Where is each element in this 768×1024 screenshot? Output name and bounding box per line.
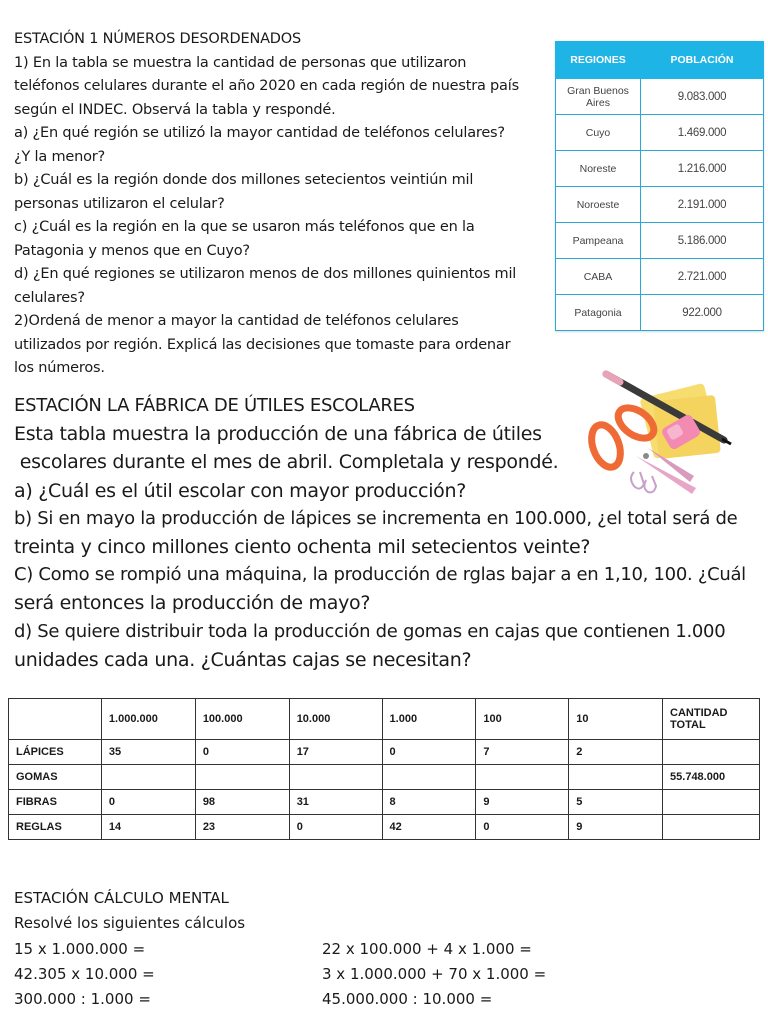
- table-cell: LÁPICES: [9, 740, 102, 765]
- region-name: CABA: [556, 259, 641, 295]
- section1-title: ESTACIÓN 1 NÚMEROS DESORDENADOS: [14, 31, 301, 47]
- school-supplies-illustration: [576, 368, 768, 508]
- header-cell: [9, 699, 102, 740]
- calc-row: [14, 937, 754, 962]
- section-numeros-desordenados: [14, 28, 544, 381]
- section3-title: ESTACIÓN CÁLCULO MENTAL: [14, 889, 229, 907]
- section1-line: teléfonos celulares durante el año 2020 en cada región de nuestra país: [14, 78, 519, 94]
- region-value: 922.000: [641, 295, 764, 331]
- header-cell: 1.000.000: [101, 699, 195, 740]
- header-cell: 10: [569, 699, 663, 740]
- table-row: [9, 765, 760, 790]
- table-cell: [476, 765, 569, 790]
- section1-line: b) ¿Cuál es la región donde dos millones setecientos veintiún mil: [14, 172, 474, 188]
- region-name: Patagonia: [556, 295, 641, 331]
- section2-line: unidades cada una. ¿Cuántas cajas se necesitan?: [14, 648, 472, 671]
- header-cell: CANTIDAD TOTAL: [663, 699, 760, 740]
- section1-line: ¿Y la menor?: [14, 148, 106, 165]
- calc-left: 42.305 x 10.000 =: [14, 964, 155, 983]
- table-row: [556, 79, 764, 115]
- table-header-row: [556, 42, 764, 79]
- table-row: [9, 740, 760, 765]
- table-cell: 0: [101, 790, 195, 815]
- table-cell: [569, 765, 663, 790]
- header-poblacion: POBLACIÓN: [641, 42, 764, 79]
- section1-line: d) ¿En qué regiones se utilizaron menos de dos millones quinientos mil: [14, 266, 517, 282]
- calc-right: 22 x 100.000 + 4 x 1.000 =: [322, 939, 532, 958]
- table-cell: 7: [476, 740, 569, 765]
- table-cell: 2: [569, 740, 663, 765]
- section1-line: 1) En la tabla se muestra la cantidad de personas que utilizaron: [14, 54, 467, 71]
- section2-line: treinta y cinco millones ciento ochenta mil setecientos veinte?: [14, 536, 591, 559]
- section1-line: los números.: [14, 360, 105, 376]
- header-cell: 10.000: [289, 699, 382, 740]
- table-row: [556, 187, 764, 223]
- table-cell: 0: [289, 815, 382, 840]
- table-cell: FIBRAS: [9, 790, 102, 815]
- production-table: [8, 698, 760, 840]
- section2-line: C) Como se rompió una máquina, la producción de rglas bajar a en 1,10, 100. ¿Cuál: [14, 564, 746, 586]
- section1-line: a) ¿En qué región se utilizó la mayor cantidad de teléfonos celulares?: [14, 125, 505, 141]
- header-cell: 100: [476, 699, 569, 740]
- table-cell: [663, 740, 760, 765]
- region-value: 1.469.000: [641, 115, 764, 151]
- region-value: 1.216.000: [641, 151, 764, 187]
- table-cell: 55.748.000: [663, 765, 760, 790]
- section2-line: será entonces la producción de mayo?: [14, 592, 371, 615]
- table-row: [556, 115, 764, 151]
- region-name: Noreste: [556, 151, 641, 187]
- table-cell: 31: [289, 790, 382, 815]
- header-cell: 100.000: [195, 699, 289, 740]
- table-cell: 17: [289, 740, 382, 765]
- table-cell: [382, 765, 476, 790]
- table-cell: 23: [195, 815, 289, 840]
- table-cell: 14: [101, 815, 195, 840]
- table-cell: REGLAS: [9, 815, 102, 840]
- section2-line: Esta tabla muestra la producción de una fábrica de útiles: [14, 423, 542, 446]
- table-cell: [663, 790, 760, 815]
- calc-left: 300.000 : 1.000 =: [14, 990, 151, 1009]
- region-name: Pampeana: [556, 223, 641, 259]
- section1-line: Patagonia y menos que en Cuyo?: [14, 242, 250, 259]
- table-row: [556, 223, 764, 259]
- table-cell: 35: [101, 740, 195, 765]
- region-name: Gran Buenos Aires: [556, 79, 641, 115]
- region-name: Cuyo: [556, 115, 641, 151]
- table-row: [556, 151, 764, 187]
- table-row: [9, 790, 760, 815]
- section2-title: ESTACIÓN LA FÁBRICA DE ÚTILES ESCOLARES: [14, 395, 415, 416]
- table-row: [556, 295, 764, 331]
- section2-line: d) Se quiere distribuir toda la producción de gomas en cajas que contienen 1.000: [14, 620, 726, 642]
- calc-right: 45.000.000 : 10.000 =: [322, 990, 493, 1009]
- section3-subtitle: Resolvé los siguientes cálculos: [14, 914, 246, 933]
- section-calculo-mental: [14, 886, 754, 1012]
- table-row: [9, 815, 760, 840]
- section2-line: a) ¿Cuál es el útil escolar con mayor producción?: [14, 479, 467, 502]
- table-cell: 8: [382, 790, 476, 815]
- section1-line: 2)Ordená de menor a mayor la cantidad de teléfonos celulares: [14, 313, 459, 329]
- calc-right: 3 x 1.000.000 + 70 x 1.000 =: [322, 964, 547, 983]
- table-cell: 0: [476, 815, 569, 840]
- header-cell: 1.000: [382, 699, 476, 740]
- section1-line: personas utilizaron el celular?: [14, 195, 225, 212]
- section2-line: b) Si en mayo la producción de lápices se incrementa en 100.000, ¿el total será de: [14, 507, 738, 529]
- region-value: 9.083.000: [641, 79, 764, 115]
- table-cell: 98: [195, 790, 289, 815]
- region-value: 5.186.000: [641, 223, 764, 259]
- section1-line: c) ¿Cuál es la región en la que se usaron más teléfonos que en la: [14, 219, 475, 235]
- section2-line: escolares durante el mes de abril. Completala y respondé.: [14, 451, 559, 474]
- table-cell: [663, 815, 760, 840]
- section1-line: según el INDEC. Observá la tabla y respondé.: [14, 101, 336, 118]
- table-cell: GOMAS: [9, 765, 102, 790]
- table-cell: 42: [382, 815, 476, 840]
- table-cell: 0: [195, 740, 289, 765]
- regions-population-table: [555, 41, 764, 331]
- table-cell: 9: [569, 815, 663, 840]
- calc-row: [14, 987, 754, 1012]
- calc-row: [14, 962, 754, 987]
- table-cell: [101, 765, 195, 790]
- table-cell: 9: [476, 790, 569, 815]
- section1-line: utilizados por región. Explicá las decisiones que tomaste para ordenar: [14, 336, 511, 353]
- section1-line: celulares?: [14, 289, 85, 306]
- table-cell: [195, 765, 289, 790]
- table-header-row: [9, 699, 760, 740]
- region-value: 2.721.000: [641, 259, 764, 295]
- header-regiones: REGIONES: [556, 42, 641, 79]
- table-cell: 5: [569, 790, 663, 815]
- region-value: 2.191.000: [641, 187, 764, 223]
- region-name: Noroeste: [556, 187, 641, 223]
- calc-left: 15 x 1.000.000 =: [14, 939, 146, 958]
- table-cell: 0: [382, 740, 476, 765]
- table-row: [556, 259, 764, 295]
- table-cell: [289, 765, 382, 790]
